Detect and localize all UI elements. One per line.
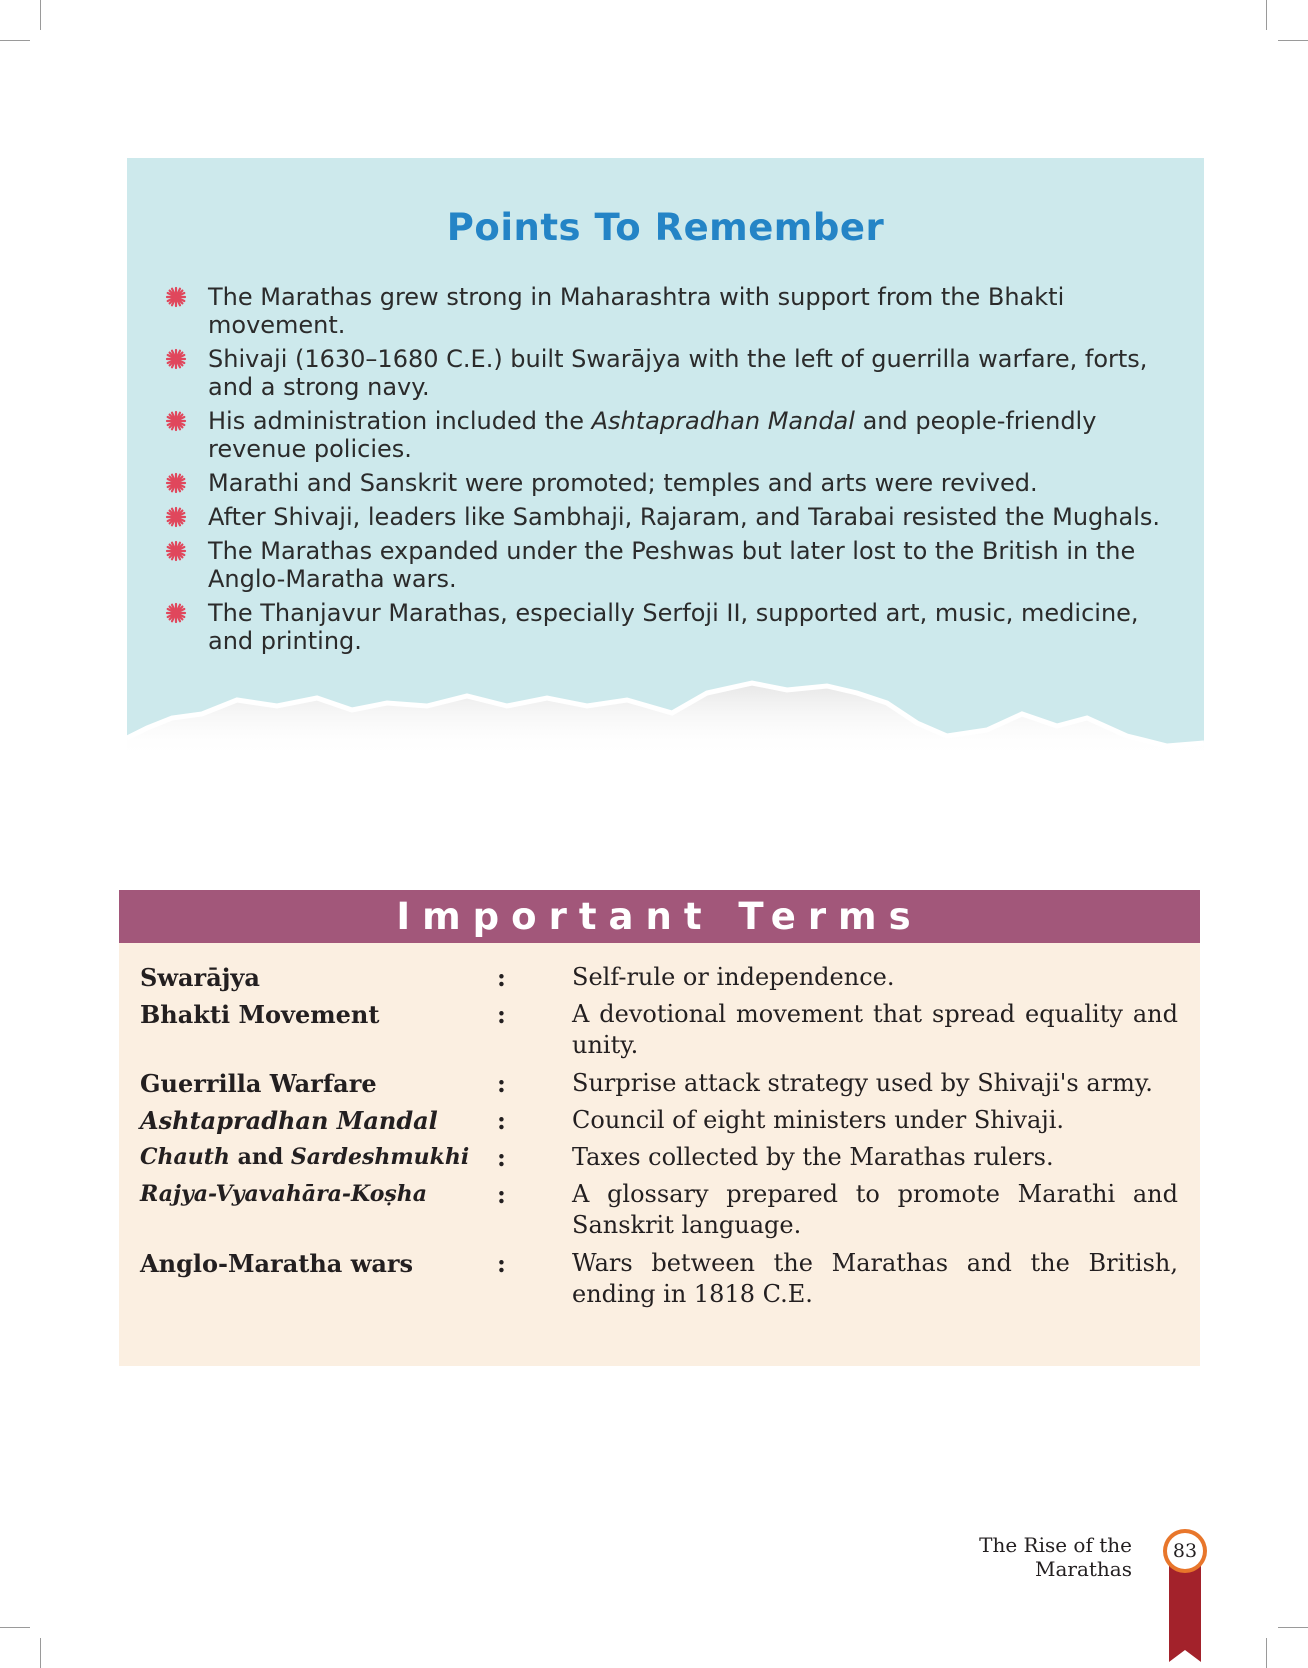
list-item: Shivaji (1630–1680 C.E.) built Swarājya with the left of guerrilla warfare, forts, and a strong navy. (165, 345, 1190, 401)
term-name: Guerrilla Warfare (140, 1069, 377, 1098)
term-definition: Surprise attack strategy used by Shivaji's army. (572, 1069, 1153, 1097)
flower-bullet-icon (165, 506, 187, 528)
crop-mark (0, 40, 30, 41)
term-name: Swarājya (140, 963, 260, 992)
term-separator: : (497, 1180, 506, 1209)
crop-mark (1278, 40, 1308, 41)
points-to-remember-title: Points To Remember (446, 206, 885, 249)
crop-mark (1278, 1627, 1308, 1628)
flower-bullet-icon (165, 410, 187, 432)
term-separator: : (497, 1069, 506, 1098)
term-separator: : (497, 1249, 506, 1278)
crop-mark (0, 1627, 30, 1628)
flower-bullet-icon (165, 472, 187, 494)
flower-bullet-icon (165, 540, 187, 562)
points-list (165, 283, 1190, 661)
important-terms-title: Important Terms (396, 895, 923, 938)
term-definition: Self-rule or independence. (572, 963, 895, 991)
list-item: The Marathas expanded under the Peshwas but later lost to the British in the Anglo-Maratha wars. (165, 537, 1190, 593)
term-definition: Wars between the Marathas and the British, ending in 1818 C.E. (572, 1249, 1178, 1308)
chapter-title: The Rise of the Marathas (979, 1533, 1132, 1581)
page-number: 83 (1172, 1540, 1198, 1562)
term-definition: Taxes collected by the Marathas rulers. (572, 1143, 1054, 1171)
term-name: Rajya-Vyavahāra-Koṣha (140, 1181, 427, 1207)
crop-mark (1266, 0, 1267, 30)
term-separator: : (497, 1106, 506, 1135)
crop-mark (40, 0, 41, 30)
term-name: Anglo-Maratha wars (140, 1249, 414, 1278)
flower-bullet-icon (165, 286, 187, 308)
list-item: His administration included the Ashtapradhan Mandal and people-friendly revenue policies. (165, 407, 1190, 463)
term-separator: : (497, 963, 506, 992)
list-item: After Shivaji, leaders like Sambhaji, Rajaram, and Tarabai resisted the Mughals. (165, 503, 1190, 531)
term-definition: A devotional movement that spread equality and unity. (572, 1000, 1178, 1059)
term-separator: : (497, 1000, 506, 1029)
list-item: The Thanjavur Marathas, especially Serfoji II, supported art, music, medicine, and printing. (165, 599, 1190, 655)
bookmark-ribbon-icon (1165, 1562, 1205, 1662)
term-name: Bhakti Movement (140, 1000, 380, 1029)
term-separator: : (497, 1143, 506, 1172)
crop-mark (1266, 1638, 1267, 1668)
important-terms-box (119, 890, 1200, 1366)
term-name: Chauth and Sardeshmukhi (140, 1144, 470, 1170)
term-name: Ashtapradhan Mandal (140, 1106, 438, 1135)
points-to-remember-box (127, 158, 1204, 758)
list-item: The Marathas grew strong in Maharashtra with support from the Bhakti movement. (165, 283, 1190, 339)
flower-bullet-icon (165, 348, 187, 370)
term-definition: Council of eight ministers under Shivaji. (572, 1106, 1064, 1134)
term-definition: A glossary prepared to promote Marathi and Sanskrit language. (572, 1180, 1178, 1239)
list-item: Marathi and Sanskrit were promoted; temples and arts were revived. (165, 469, 1190, 497)
crop-mark (40, 1638, 41, 1668)
flower-bullet-icon (165, 602, 187, 624)
